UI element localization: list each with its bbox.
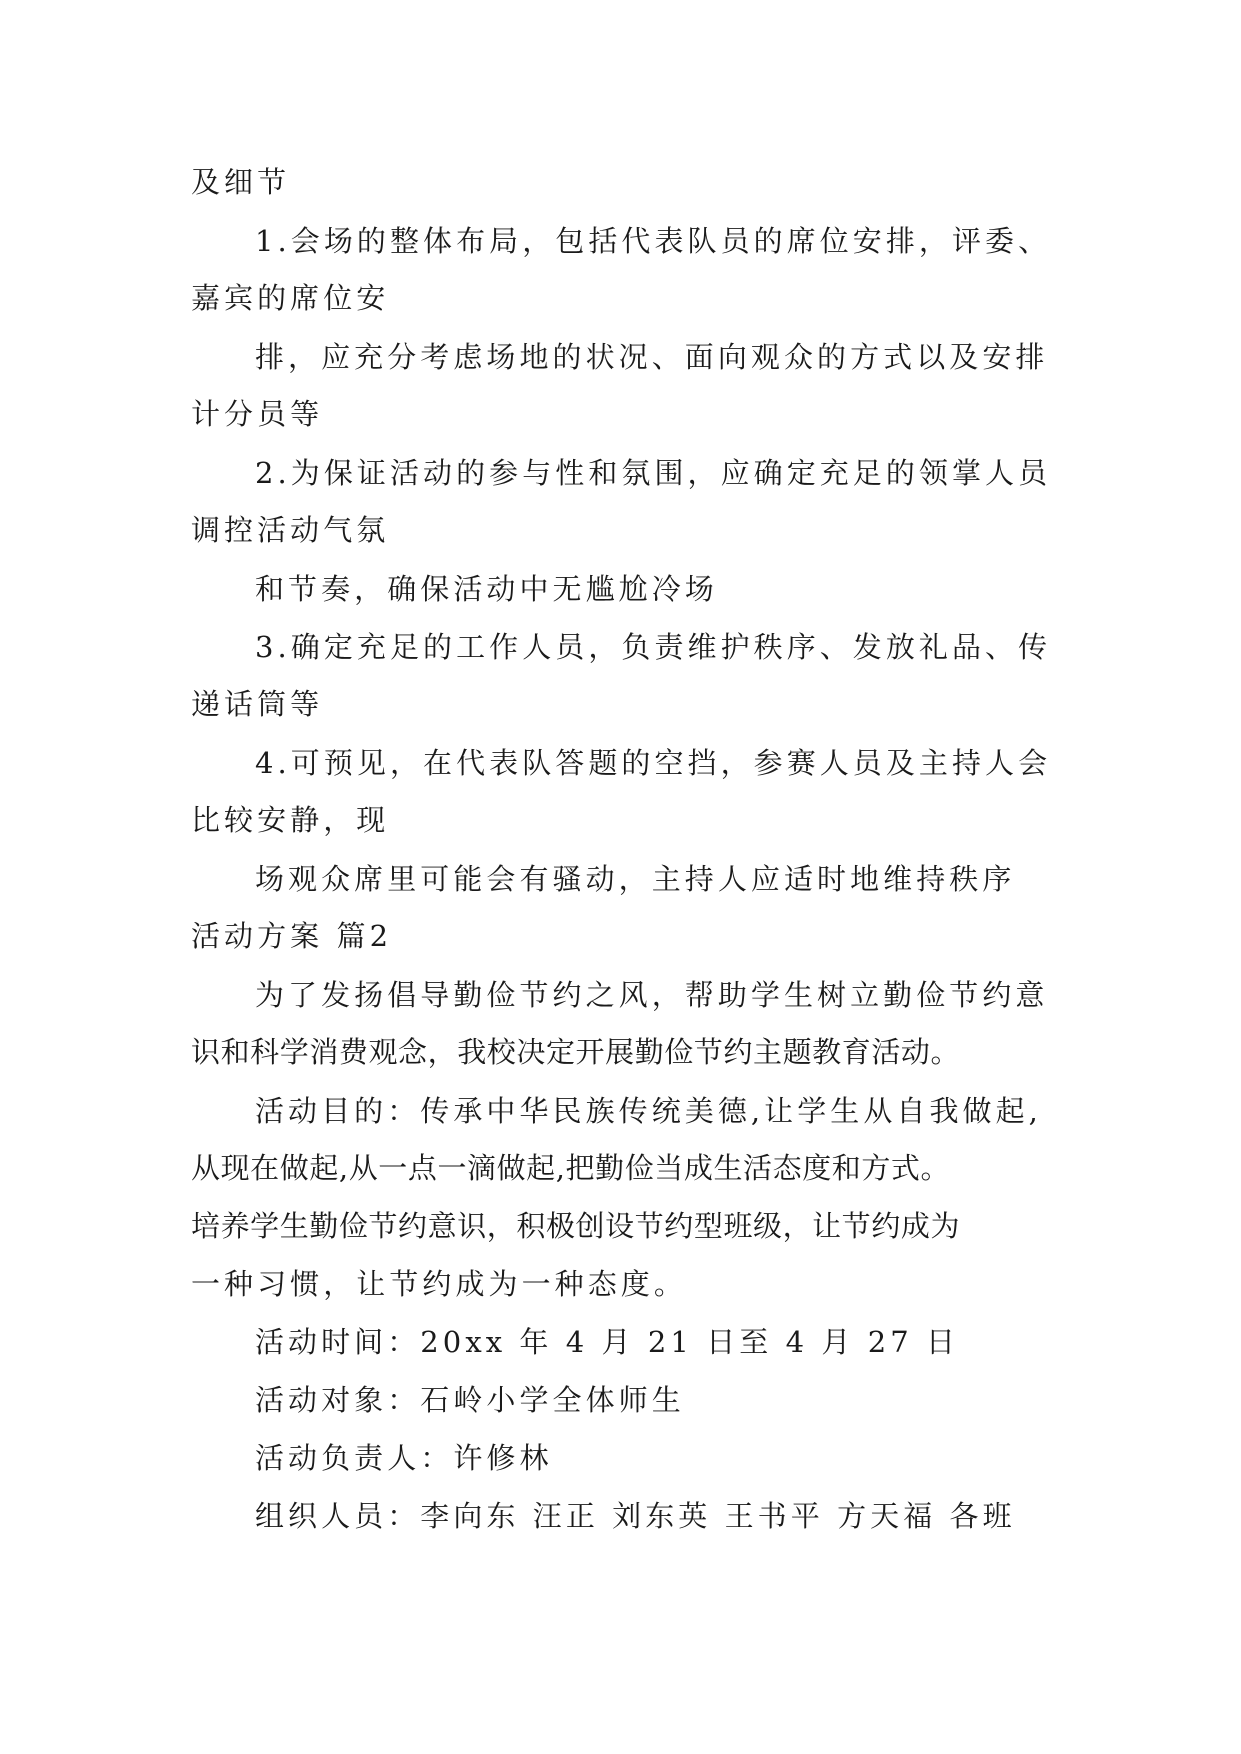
activity-target: 活动对象：石岭小学全体师生 [255,1383,685,1417]
section-heading: 活动方案 篇2 [191,919,393,953]
text-line-17: 活动目的：传承中华民族传统美德,让学生从自我做起, [255,1094,1042,1128]
text-line-16: 识和科学消费观念，我校决定开展勤俭节约主题教育活动。 [191,1035,961,1069]
text-line-12: 比较安静，现 [191,803,390,837]
text-line-13: 场观众席里可能会有骚动，主持人应适时地维持秩序 [255,862,1016,896]
text-line-15: 为了发扬倡导勤俭节约之风，帮助学生树立勤俭节约意 [255,978,1049,1012]
text-line-10: 递话筒等 [191,687,324,721]
text-line-5: 计分员等 [191,397,324,431]
text-line-11: 4.可预见，在代表队答题的空挡，参赛人员及主持人会 [255,746,1052,780]
text-line-8: 和节奏，确保活动中无尴尬冷场 [255,572,718,606]
text-line-9: 3.确定充足的工作人员，负责维护秩序、发放礼品、传 [255,630,1052,664]
text-line-7: 调控活动气氛 [191,513,390,547]
text-line-4: 排，应充分考虑场地的状况、面向观众的方式以及安排 [255,340,1049,374]
organizers: 组织人员：李向东 汪正 刘东英 王书平 方天福 各班 [255,1499,1016,1533]
text-line-18: 从现在做起,从一点一滴做起,把勤俭当成生活态度和方式。 [191,1151,951,1185]
activity-time: 活动时间：20xx 年 4 月 21 日至 4 月 27 日 [255,1325,960,1359]
text-line-6: 2.为保证活动的参与性和氛围，应确定充足的领掌人员 [255,456,1052,490]
text-line-19: 培养学生勤俭节约意识，积极创设节约型班级，让节约成为 [191,1209,961,1243]
activity-leader: 活动负责人：许修林 [255,1441,553,1475]
text-line-3: 嘉宾的席位安 [191,281,390,315]
text-line-1: 及细节 [191,165,291,199]
text-line-2: 1.会场的整体布局，包括代表队员的席位安排，评委、 [255,224,1052,258]
text-line-20: 一种习惯，让节约成为一种态度。 [191,1267,687,1301]
